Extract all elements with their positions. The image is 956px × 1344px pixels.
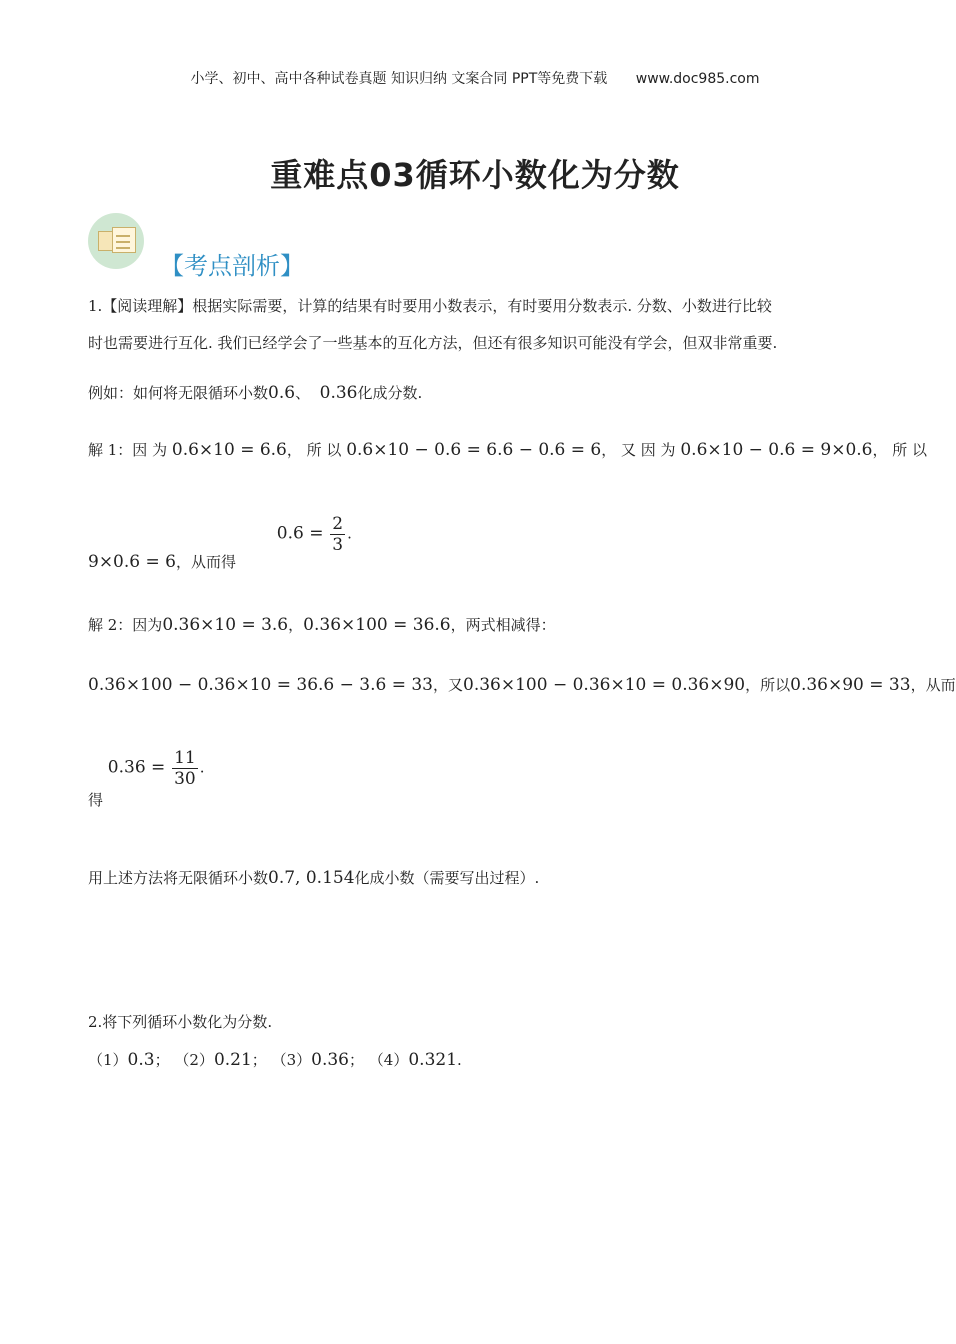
documents-icon: [88, 213, 144, 269]
fraction: $\frac{11}{30}$: [174, 748, 196, 789]
q1-line1: 1.【阅读理解】根据实际需要，计算的结果有时要用小数表示，有时要用分数表示. 分数、小数进行比较: [88, 297, 772, 315]
math-expr: 0.6×10 − 0.6 = 6.6 − 0.6 = 6: [346, 440, 602, 460]
list-item: （1）0.3；: [88, 1050, 170, 1070]
math-expr: 0.36: [319, 383, 358, 403]
q1-solution1-line1: 解 1：因 为 0.6×10 = 6.6， 所 以 0.6×10 − 0.6 = 6.6 − 0.6 = 6， 又 因 为 0.6×10 − 0.6 = 9×0.6， 所 以: [88, 440, 928, 460]
math-expr: 0.6×10 − 0.6 = 9×0.6: [680, 440, 873, 460]
math-expr: 0.6×10 = 6.6: [171, 440, 287, 460]
list-item: （2）0.21；: [174, 1050, 267, 1070]
section-heading: 【考点剖析】: [160, 252, 304, 280]
q1-line2: 时也需要进行互化. 我们已经学会了一些基本的互化方法，但还有很多知识可能没有学会，但双非常重要.: [88, 334, 778, 352]
math-expr: 0.36 =: [107, 757, 166, 778]
math-expr: 0.36×100 − 0.36×10 = 0.36×90: [463, 675, 746, 695]
math-expr: 0.36×100 − 0.36×10 = 36.6 − 3.6 = 33: [88, 675, 433, 695]
q1-solution2-line2: 0.36×100 − 0.36×10 = 36.6 − 3.6 = 33，又0.36×100 − 0.36×10 = 0.36×90，所以0.36×90 = 33，从而: [88, 675, 956, 695]
q1-solution2-line3: 得 0.36 = $\frac{11}{30}$ .: [88, 748, 205, 809]
q2-items: [88, 1050, 462, 1070]
math-expr: 0.6 =: [276, 523, 324, 544]
math-expr: 9×0.6 = 6: [88, 551, 176, 572]
page-header: [0, 68, 950, 88]
math-expr: 0.6: [268, 383, 296, 403]
math-expr: 0.36×100 = 36.6: [303, 615, 451, 635]
q1-solution1-line2: 9×0.6 = 6，从而得 0.6 = $\frac{2}{3}$ .: [88, 514, 352, 572]
list-item: （4）0.321.: [368, 1050, 462, 1070]
q1-solution2-line1: 解 2：因为0.36×10 = 3.6，0.36×100 = 36.6，两式相减得：: [88, 615, 556, 635]
header-url[interactable]: www.doc985.com: [635, 71, 760, 87]
math-expr: 0.36×10 = 3.6: [162, 615, 289, 635]
fraction: $\frac{2}{3}$: [332, 514, 344, 555]
math-expr: 0.7, 0.154: [268, 868, 355, 888]
list-item: （3）0.36；: [271, 1050, 365, 1070]
q1-line3: 例如：如何将无限循环小数0.6、 0.36化成分数.: [88, 383, 423, 403]
header-text: 小学、初中、高中各种试卷真题 知识归纳 文案合同 PPT等免费下载: [190, 71, 608, 87]
q2-title: 2.将下列循环小数化为分数.: [88, 1013, 273, 1031]
math-expr: 0.36×90 = 33: [790, 675, 911, 695]
page-title: 重难点03循环小数化为分数: [270, 156, 680, 194]
q1-task: 用上述方法将无限循环小数0.7, 0.154化成小数（需要写出过程）.: [88, 868, 540, 888]
